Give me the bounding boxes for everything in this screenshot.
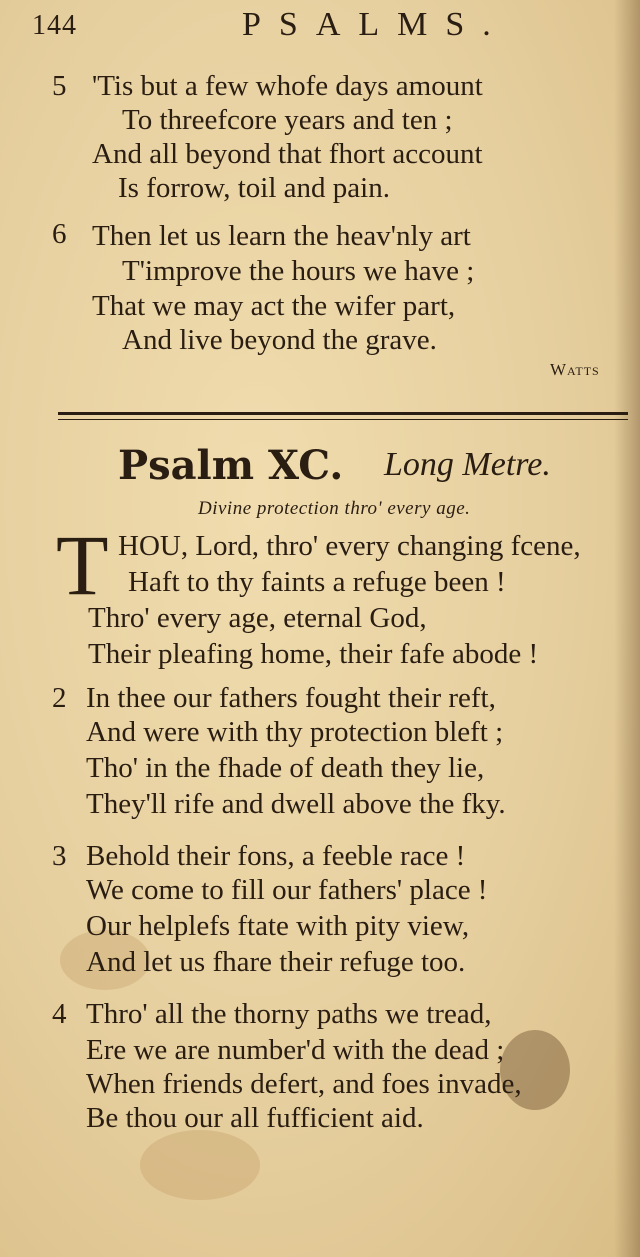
section-rule-thin: [58, 419, 628, 420]
verse-line: They'll rife and dwell above the fky.: [86, 788, 506, 820]
stanza-number: 6: [52, 218, 67, 250]
running-title: PSALMS.: [242, 6, 509, 43]
verse-line: T'improve the hours we have ;: [122, 255, 475, 287]
page-number: 144: [32, 10, 77, 41]
verse-line: When friends defert, and foes invade,: [86, 1068, 522, 1100]
verse-line: Thro' every age, eternal God,: [88, 602, 427, 634]
verse-line: Thro' all the thorny paths we tread,: [86, 998, 492, 1030]
drop-cap: T: [56, 517, 109, 613]
verse-line: Their pleafing home, their fafe abode !: [88, 638, 539, 670]
metre-label: Long Metre.: [384, 446, 551, 483]
verse-line: Ere we are number'd with the dead ;: [86, 1034, 505, 1066]
page-edge-shadow: [614, 0, 640, 1257]
stanza-number: 2: [52, 682, 67, 714]
verse-line: Behold their fons, a feeble race !: [86, 840, 466, 872]
verse-line: HOU, Lord, thro' every changing fcene,: [118, 530, 581, 562]
verse-line: And let us fhare their refuge too.: [86, 946, 466, 978]
verse-line: Is forrow, toil and pain.: [118, 172, 390, 204]
stanza-number: 3: [52, 840, 67, 872]
psalm-heading: [118, 442, 598, 492]
verse-line: And all beyond that fhort account: [92, 138, 483, 170]
verse-line: Our helplefs ftate with pity view,: [86, 910, 470, 942]
verse-line: 'Tis but a few whofe days amount: [92, 70, 483, 102]
verse-line: And were with thy protection bleft ;: [86, 716, 504, 748]
page-header: [32, 6, 632, 46]
verse-line: In thee our fathers fought their reft,: [86, 682, 496, 714]
stanza-number: 4: [52, 998, 67, 1030]
verse-line: Haft to thy faints a refuge been !: [128, 566, 506, 598]
paper-stain: [140, 1130, 260, 1200]
verse-line: And live beyond the grave.: [122, 324, 437, 356]
author-signature: Watts: [550, 360, 600, 379]
verse-line: We come to fill our fathers' place !: [86, 874, 488, 906]
verse-line: Tho' in the fhade of death they lie,: [86, 752, 485, 784]
psalm-title: Psalm XC.: [118, 442, 344, 489]
psalm-subtitle: Divine protection thro' every age.: [198, 498, 471, 519]
verse-line: Be thou our all fufficient aid.: [86, 1102, 424, 1134]
stanza-number: 5: [52, 70, 67, 102]
verse-line: Then let us learn the heav'nly art: [92, 220, 471, 252]
verse-line: To threefcore years and ten ;: [122, 104, 453, 136]
section-rule: [58, 412, 628, 415]
verse-line: That we may act the wifer part,: [92, 290, 456, 322]
